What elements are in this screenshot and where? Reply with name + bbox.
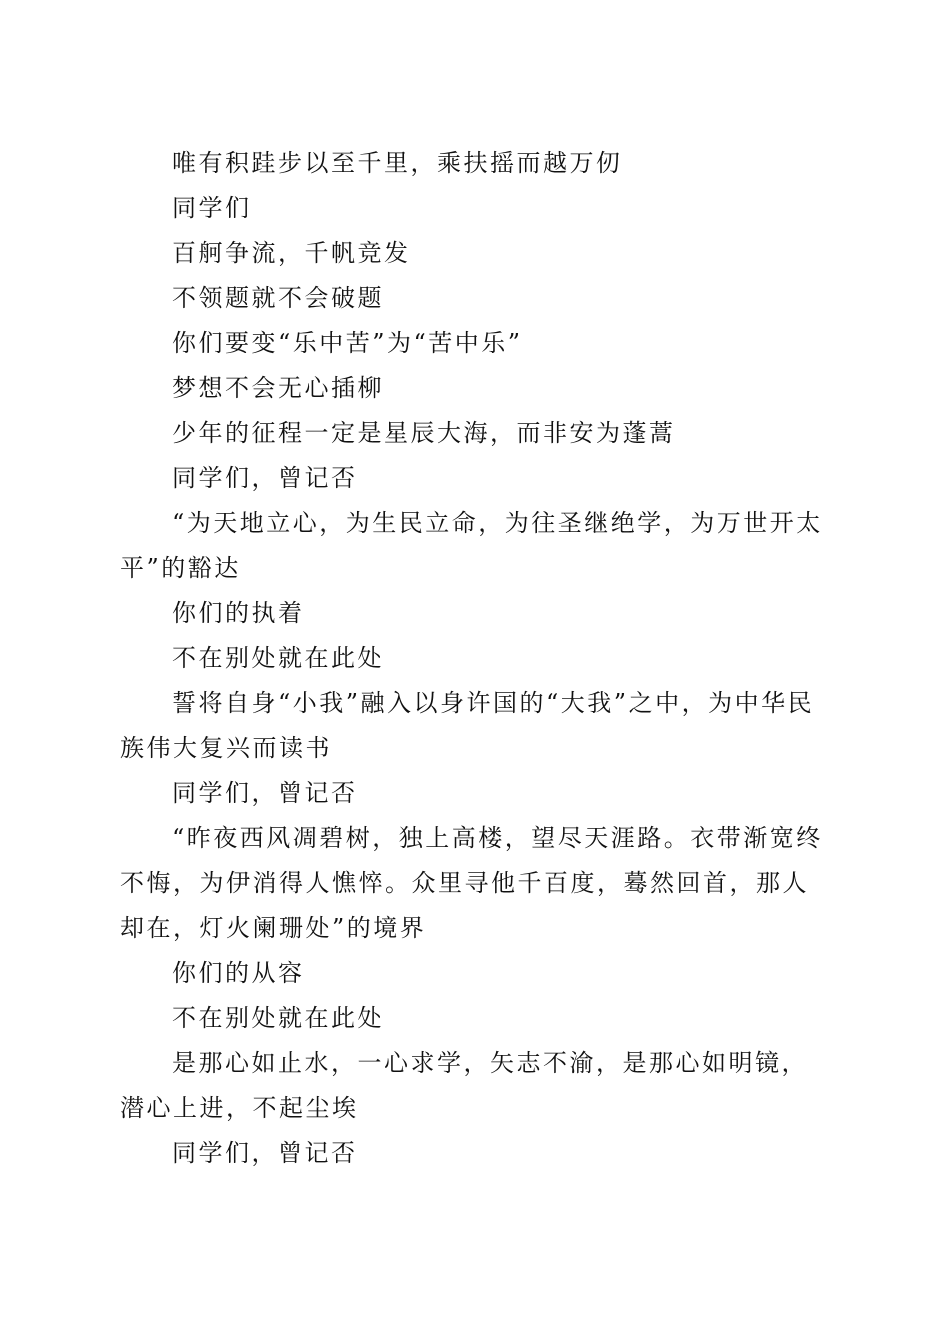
paragraph: 你们的执着 xyxy=(172,599,305,627)
document-body xyxy=(120,141,830,1176)
paragraph: 你们的从容 xyxy=(172,959,305,987)
paragraph: 誓将自身“小我”融入以身许国的“大我”之中，为中华民族伟大复兴而读书 xyxy=(120,689,815,762)
paragraph: “为天地立心，为生民立命，为往圣继绝学，为万世开太平”的豁达 xyxy=(120,509,823,582)
paragraph: “昨夜西风凋碧树，独上高楼，望尽天涯路。衣带渐宽终不悔，为伊消得人憔悴。众里寻他千百度，蓦然回首，那人却在，灯火阑珊处”的境界 xyxy=(120,824,823,942)
paragraph: 是那心如止水，一心求学，矢志不渝，是那心如明镜，潜心上进，不起尘埃 xyxy=(120,1049,808,1122)
paragraph: 同学们，曾记否 xyxy=(172,1139,358,1167)
paragraph: 不领题就不会破题 xyxy=(172,284,384,312)
paragraph: 你们要变“乐中苦”为“苦中乐” xyxy=(172,329,523,357)
paragraph: 少年的征程一定是星辰大海，而非安为蓬蒿 xyxy=(172,419,676,447)
paragraph: 梦想不会无心插柳 xyxy=(172,374,384,402)
paragraph: 百舸争流，千帆竞发 xyxy=(172,239,411,267)
paragraph: 同学们，曾记否 xyxy=(172,464,358,492)
paragraph: 不在别处就在此处 xyxy=(172,644,384,672)
paragraph: 不在别处就在此处 xyxy=(172,1004,384,1032)
paragraph: 同学们 xyxy=(172,194,252,222)
paragraph: 唯有积跬步以至千里，乘扶摇而越万仞 xyxy=(172,149,623,177)
paragraph: 同学们，曾记否 xyxy=(172,779,358,807)
